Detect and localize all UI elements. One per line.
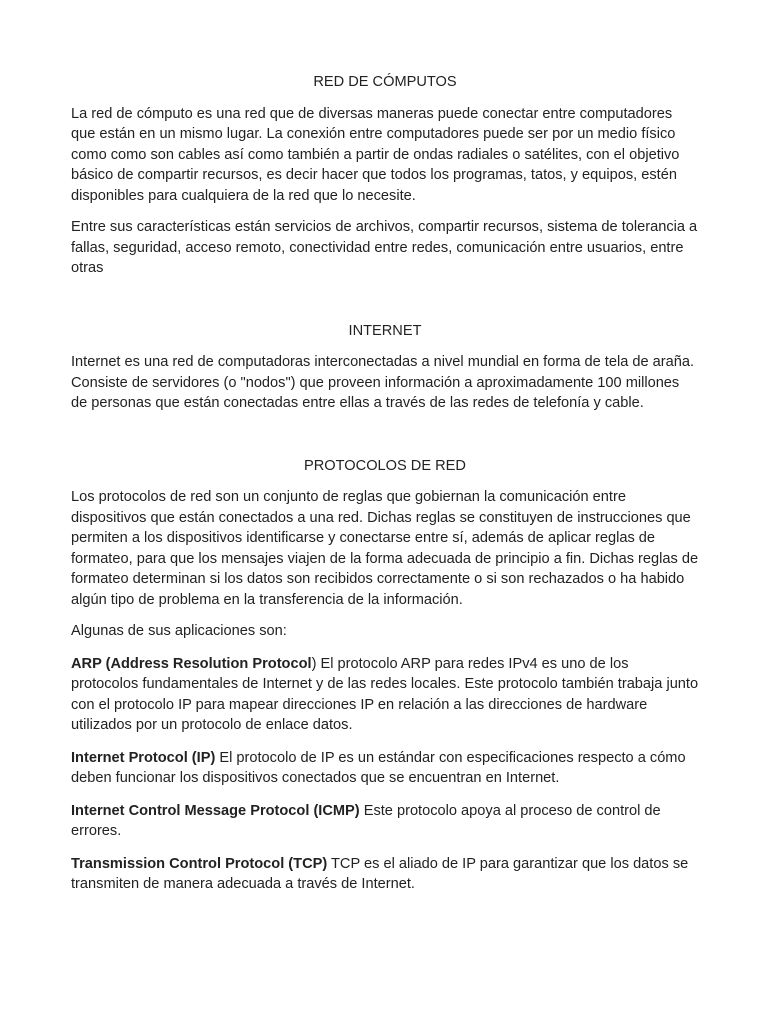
protocol-item-arp xyxy=(71,654,699,736)
protocol-name: ARP (Address Resolution Protocol xyxy=(71,655,312,672)
protocol-item-ip xyxy=(71,748,699,789)
section-spacer xyxy=(71,414,699,456)
protocol-name: Internet Control Message Protocol (ICMP) xyxy=(71,802,360,819)
paragraph-protocolos-applications-intro: Algunas de sus aplicaciones son: xyxy=(71,623,287,639)
paragraph-red-characteristics: Entre sus características están servicios de archivos, compartir recursos, sistema de tolerancia a fallas, seguridad, acceso remoto, conectividad entre redes, comunicación entre usuarios, entre otras xyxy=(71,219,698,276)
protocol-description: El protocolo ARP para redes IPv4 es uno de los protocolos fundamentales de Internet y de las redes locales. Este protocolo también trabaja junto con el protocolo IP para mapear direcciones IP en relación a las direcciones de hardware utilizados por un protocolo de enlace datos. xyxy=(71,655,699,733)
protocol-name-suffix: ) xyxy=(311,655,317,672)
protocol-description: El protocolo de IP es un estándar con especificaciones respecto a cómo deben funcionar los dispositivos conectados que se encuentran en Internet. xyxy=(71,749,686,786)
section-title-protocolos-de-red: PROTOCOLOS DE RED xyxy=(304,457,466,474)
protocol-name: Transmission Control Protocol (TCP) xyxy=(71,855,328,872)
protocol-description: TCP es el aliado de IP para garantizar que los datos se transmiten de manera adecuada a través de Internet. xyxy=(71,855,689,892)
section-title-red-de-computos: RED DE CÓMPUTOS xyxy=(313,74,457,90)
protocol-item-tcp xyxy=(71,854,699,895)
protocol-name: Internet Protocol (IP) xyxy=(71,749,216,766)
section-title-internet: INTERNET xyxy=(348,322,422,339)
protocol-item-icmp xyxy=(71,801,699,842)
document-page xyxy=(71,72,699,907)
section-spacer xyxy=(71,279,699,321)
paragraph-red-definition: La red de cómputo es una red que de diversas maneras puede conectar entre computadores que están en un mismo lugar. La conexión entre computadores puede ser por un medio físico como como son cables así como también a partir de ondas radiales o satélites, con el objetivo básico de compartir recursos, es decir hacer que todos los programas, tatos, y equipos, estén disponibles para cualquiera de la red que lo necesite. xyxy=(71,105,680,204)
paragraph-protocolos-definition: Los protocolos de red son un conjunto de reglas que gobiernan la comunicación entre dispositivos que están conectados a una red. Dichas reglas se constituyen de instrucciones que permiten a los dispositivos identificarse y conectarse entre sí, además de aplicar reglas de formateo, para que los mensajes viajen de la forma adecuada de principio a fin. Dichas reglas de formateo determinan si los datos son recibidos correctamente o si son rechazados o ha habido algún tipo de problema en la transferencia de la información. xyxy=(71,489,699,608)
protocol-description: Este protocolo apoya al proceso de control de errores. xyxy=(71,802,661,839)
paragraph-internet-definition: Internet es una red de computadoras interconectadas a nivel mundial en forma de tela de araña. Consiste de servidores (o "nodos") que proveen información a aproximadamente 100 millones de personas que están conectadas entre ellas a través de las redes de telefonía y cable. xyxy=(71,354,695,411)
